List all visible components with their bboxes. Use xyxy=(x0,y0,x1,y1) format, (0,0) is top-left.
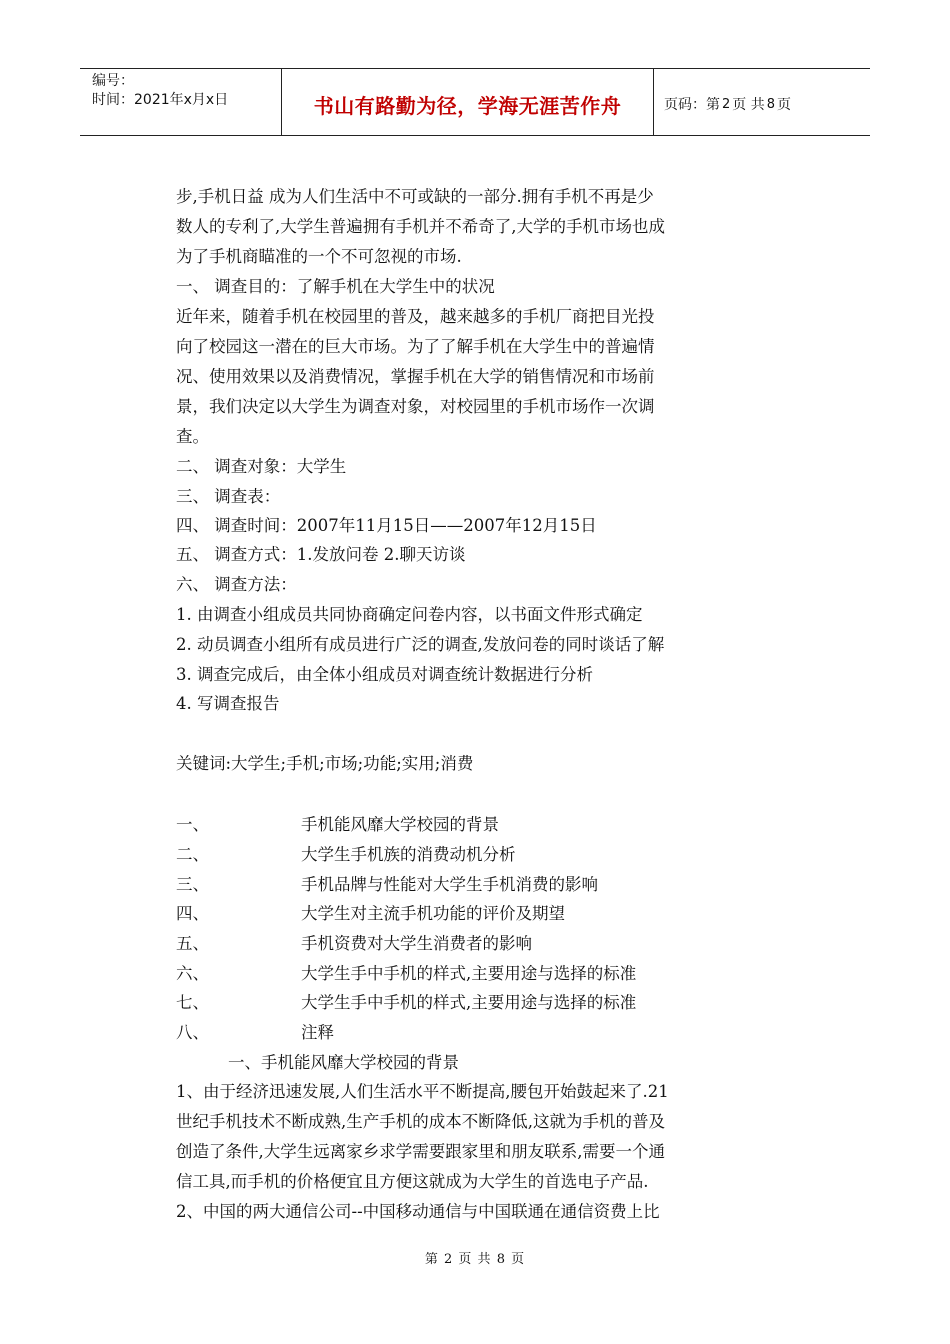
toc-entry: 手机能风靡大学校园的背景 xyxy=(301,815,499,834)
toc-entry: 大学生手中手机的样式,主要用途与选择的标准 xyxy=(301,993,637,1012)
intro-line: 步,手机日益 成为人们生活中不可或缺的一部分.拥有手机不再是少 xyxy=(176,187,654,206)
toc-entry: 大学生手中手机的样式,主要用途与选择的标准 xyxy=(301,964,637,983)
intro-line: 数人的专利了,大学生普遍拥有手机并不希奇了,大学的手机市场也成 xyxy=(176,217,665,236)
page-footer: 第 2 页 共 8 页 xyxy=(424,1252,526,1267)
page-header xyxy=(80,68,870,136)
code-label: 编号： xyxy=(92,73,134,89)
toc-entry: 大学生手机族的消费动机分析 xyxy=(301,845,516,864)
paragraph-line: 况、使用效果以及消费情况，掌握手机在大学的销售情况和市场前 xyxy=(176,367,655,386)
paragraph-line: 景，我们决定以大学生为调查对象，对校园里的手机市场作一次调 xyxy=(176,397,655,416)
method-item: 1. 由调查小组成员共同协商确定问卷内容，以书面文件形式确定 xyxy=(176,605,643,624)
toc-entry: 大学生对主流手机功能的评价及期望 xyxy=(301,904,565,923)
section-item: 六、 调查方法： xyxy=(176,575,297,594)
toc-number: 三、 xyxy=(176,875,209,894)
date-label: 时间：2021年x月x日 xyxy=(92,92,229,108)
toc-number: 五、 xyxy=(176,934,209,953)
toc-number: 二、 xyxy=(176,845,209,864)
header-meta xyxy=(80,69,282,135)
method-item: 4. 写调查报告 xyxy=(176,694,280,713)
paragraph-line: 查。 xyxy=(176,427,209,446)
toc-number: 七、 xyxy=(176,993,209,1012)
chapter-line: 创造了条件,大学生远离家乡求学需要跟家里和朋友联系,需要一个通 xyxy=(176,1142,665,1161)
method-item: 3. 调查完成后，由全体小组成员对调查统计数据进行分析 xyxy=(176,665,593,684)
page-total: 8 xyxy=(766,96,776,112)
header-page-number xyxy=(654,69,870,135)
page-mid: 页 共 xyxy=(732,97,765,113)
section-item: 三、 调查表： xyxy=(176,487,281,506)
intro-line: 为了手机商瞄准的一个不可忽视的市场. xyxy=(176,247,462,266)
section-item: 五、 调查方式：1.发放问卷 2.聊天访谈 xyxy=(176,545,466,564)
toc-entry: 手机资费对大学生消费者的影响 xyxy=(301,934,532,953)
toc-number: 一、 xyxy=(176,815,209,834)
toc-entry: 注释 xyxy=(301,1023,334,1042)
paragraph-line: 向了校园这一潜在的巨大市场。为了了解手机在大学生中的普遍情 xyxy=(176,337,655,356)
toc-number: 六、 xyxy=(176,964,209,983)
method-item: 2. 动员调查小组所有成员进行广泛的调查,发放问卷的同时谈话了解 xyxy=(176,635,665,654)
section-item: 四、 调查时间：2007年11月15日——2007年12月15日 xyxy=(176,516,597,535)
section-item: 二、 调查对象：大学生 xyxy=(176,457,347,476)
page-prefix: 页码：第 xyxy=(664,97,720,113)
chapter-line: 信工具,而手机的价格便宜且方便这就成为大学生的首选电子产品. xyxy=(176,1172,649,1191)
header-motto: 书山有路勤为径，学海无涯苦作舟 xyxy=(282,69,654,135)
toc-number: 四、 xyxy=(176,904,209,923)
toc-entry: 手机品牌与性能对大学生手机消费的影响 xyxy=(301,875,598,894)
chapter-line: 世纪手机技术不断成熟,生产手机的成本不断降低,这就为手机的普及 xyxy=(176,1112,665,1131)
page-suffix: 页 xyxy=(777,97,792,113)
keywords: 关键词:大学生;手机;市场;功能;实用;消费 xyxy=(176,754,474,773)
chapter-line: 1、由于经济迅速发展,人们生活水平不断提高,腰包开始鼓起来了.21 xyxy=(176,1082,669,1101)
page-current: 2 xyxy=(722,96,731,112)
chapter-line: 2、中国的两大通信公司--中国移动通信与中国联通在通信资费上比 xyxy=(176,1202,660,1221)
paragraph-line: 近年来，随着手机在校园里的普及，越来越多的手机厂商把目光投 xyxy=(176,307,655,326)
chapter-heading: 一、手机能风靡大学校园的背景 xyxy=(228,1053,459,1072)
section-title: 一、 调查目的：了解手机在大学生中的状况 xyxy=(176,277,495,296)
toc-number: 八、 xyxy=(176,1023,209,1042)
